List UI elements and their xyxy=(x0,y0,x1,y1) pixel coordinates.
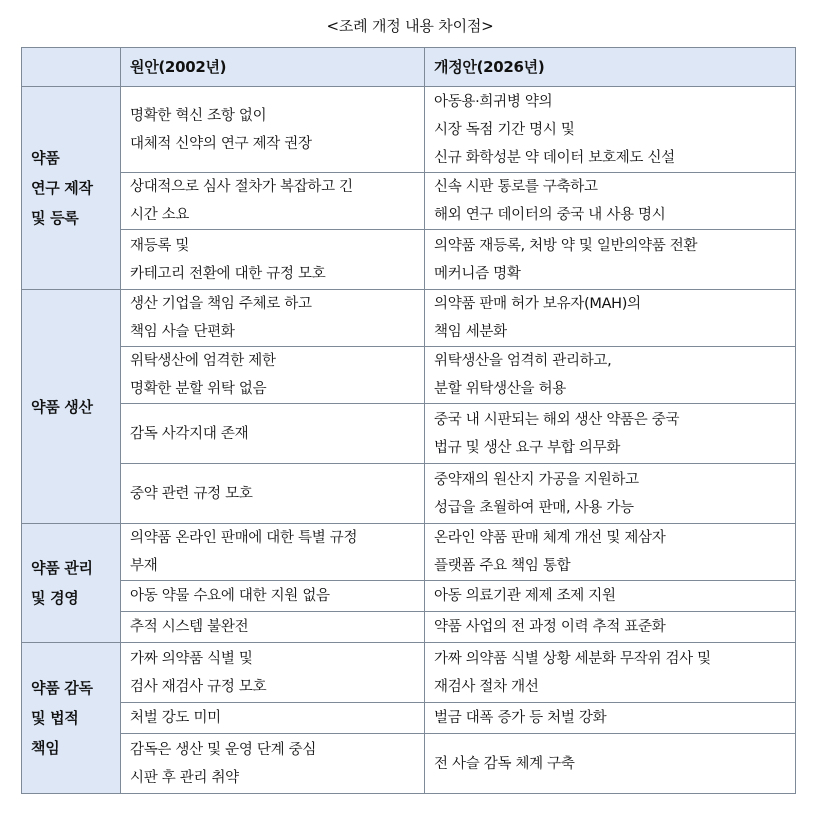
original-cell: 의약품 온라인 판매에 대한 특별 규정 부재 xyxy=(121,524,425,581)
original-cell: 감독은 생산 및 운영 단계 중심 시판 후 관리 취약 xyxy=(121,734,425,794)
table-row xyxy=(22,643,796,703)
original-cell: 감독 사각지대 존재 xyxy=(121,404,425,464)
revised-cell: 신속 시판 통로를 구축하고 해외 연구 데이터의 중국 내 사용 명시 xyxy=(425,173,796,230)
comparison-table xyxy=(21,47,796,794)
original-cell: 재등록 및 카테고리 전환에 대한 규정 모호 xyxy=(121,230,425,290)
table-row xyxy=(22,734,796,794)
revised-cell: 위탁생산을 엄격히 관리하고, 분할 위탁생산을 허용 xyxy=(425,347,796,404)
revised-cell: 아동 의료기관 제제 조제 지원 xyxy=(425,581,796,612)
revised-cell: 아동용·희귀병 약의 시장 독점 기간 명시 및 신규 화학성분 약 데이터 보호제도 신설 xyxy=(425,87,796,173)
original-cell: 가짜 의약품 식별 및 검사 재검사 규정 모호 xyxy=(121,643,425,703)
table-row xyxy=(22,173,796,230)
revised-cell: 의약품 재등록, 처방 약 및 일반의약품 전환 메커니즘 명확 xyxy=(425,230,796,290)
revised-cell: 가짜 의약품 식별 상황 세분화 무작위 검사 및 재검사 절차 개선 xyxy=(425,643,796,703)
table-row xyxy=(22,87,796,173)
header-row xyxy=(22,48,796,87)
table-row xyxy=(22,404,796,464)
original-cell: 생산 기업을 책임 주체로 하고 책임 사슬 단편화 xyxy=(121,290,425,347)
table-row xyxy=(22,230,796,290)
category-management: 약품 관리 및 경영 xyxy=(22,524,121,643)
header-revised: 개정안(2026년) xyxy=(425,48,796,87)
original-cell: 중약 관련 규정 모호 xyxy=(121,464,425,524)
revised-cell: 약품 사업의 전 과정 이력 추적 표준화 xyxy=(425,612,796,643)
category-production: 약품 생산 xyxy=(22,290,121,524)
header-category xyxy=(22,48,121,87)
original-cell: 아동 약물 수요에 대한 지원 없음 xyxy=(121,581,425,612)
revised-cell: 벌금 대폭 증가 등 처벌 강화 xyxy=(425,703,796,734)
revised-cell: 중약재의 원산지 가공을 지원하고 성급을 초월하여 판매, 사용 가능 xyxy=(425,464,796,524)
original-cell: 명확한 혁신 조항 없이 대체적 신약의 연구 제작 권장 xyxy=(121,87,425,173)
revised-cell: 중국 내 시판되는 해외 생산 약품은 중국 법규 및 생산 요구 부합 의무화 xyxy=(425,404,796,464)
table-row xyxy=(22,703,796,734)
table-row xyxy=(22,464,796,524)
revised-cell: 의약품 판매 허가 보유자(MAH)의 책임 세분화 xyxy=(425,290,796,347)
table-row xyxy=(22,347,796,404)
table-row xyxy=(22,581,796,612)
original-cell: 위탁생산에 엄격한 제한 명확한 분할 위탁 없음 xyxy=(121,347,425,404)
category-supervision: 약품 감독 및 법적 책임 xyxy=(22,643,121,794)
table-caption: <조례 개정 내용 차이점> xyxy=(326,17,494,35)
table-row xyxy=(22,290,796,347)
table-row xyxy=(22,524,796,581)
original-cell: 추적 시스템 불완전 xyxy=(121,612,425,643)
header-original: 원안(2002년) xyxy=(121,48,425,87)
original-cell: 처벌 강도 미미 xyxy=(121,703,425,734)
revised-cell: 온라인 약품 판매 체계 개선 및 제삼자 플랫폼 주요 책임 통합 xyxy=(425,524,796,581)
table-row xyxy=(22,612,796,643)
revised-cell: 전 사슬 감독 체계 구축 xyxy=(425,734,796,794)
original-cell: 상대적으로 심사 절차가 복잡하고 긴 시간 소요 xyxy=(121,173,425,230)
category-rd-registration: 약품 연구 제작 및 등록 xyxy=(22,87,121,290)
